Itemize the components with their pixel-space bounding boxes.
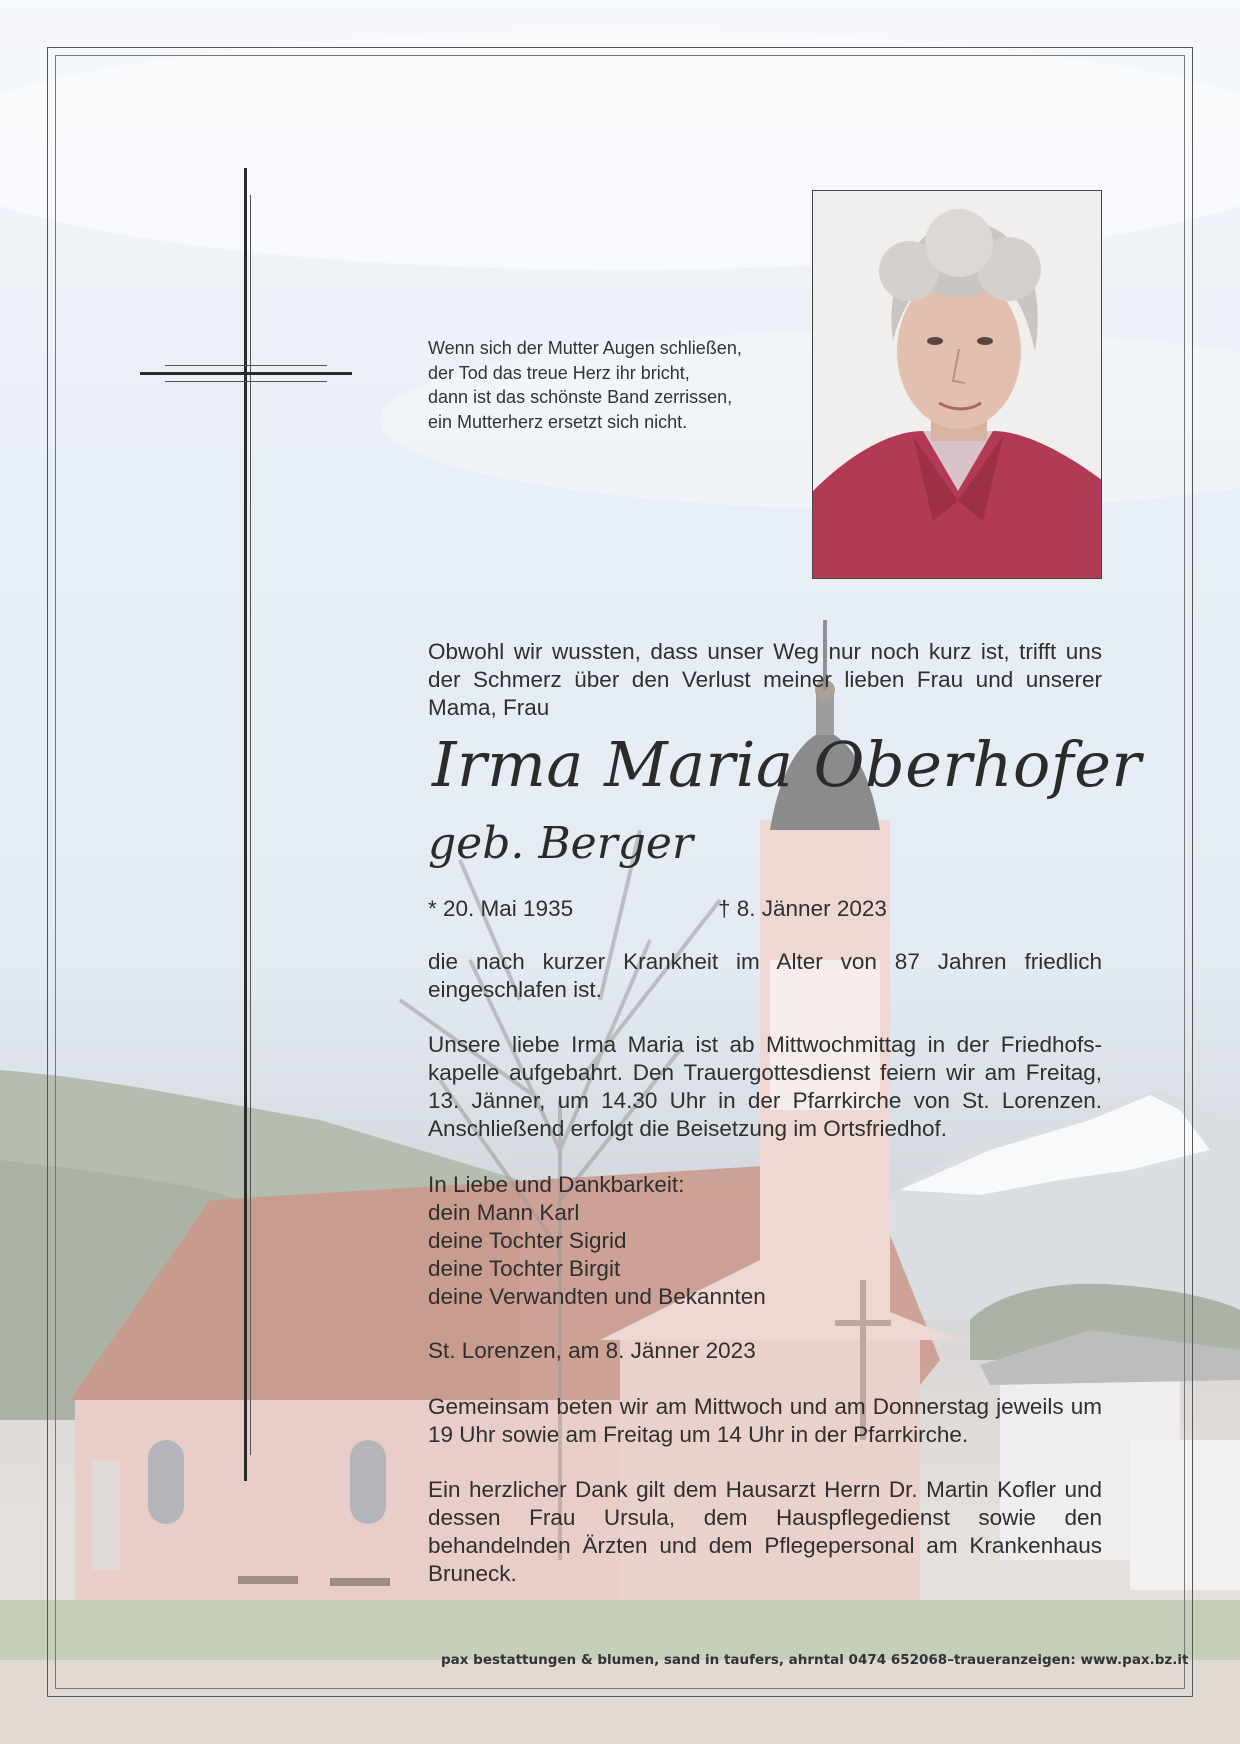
cross-horizontal-line-bottom [165, 381, 327, 382]
footer-imprint: pax bestattungen & blumen, sand in taufers, ahrntal 0474 652068–traueranzeigen: www.pax.bz.it [441, 1652, 1189, 1668]
poem-line: der Tod das treue Herz ihr bricht, [428, 362, 690, 383]
mourner-line: deine Tochter Sigrid [428, 1228, 627, 1253]
cross-vertical-line [250, 195, 251, 1455]
prayer-paragraph: Gemeinsam beten wir am Mittwoch und am Donnerstag jeweils um 19 Uhr sowie am Freitag um 14 Uhr in der Pfarrkirche. [428, 1394, 1102, 1447]
cross-horizontal-line-top [165, 365, 327, 366]
place-date: St. Lorenzen, am 8. Jänner 2023 [428, 1338, 756, 1363]
poem-line: ein Mutterherz ersetzt sich nicht. [428, 411, 688, 432]
poem-line: Wenn sich der Mutter Augen schließen, [428, 338, 742, 358]
thanks-paragraph: Ein herzlicher Dank gilt dem Hausarzt Herrn Dr. Martin Kofler und dessen Frau Ursula, dem Hauspflegedienst sowie den behandelnden Ärzten und dem Pflegepersonal am Krankenhaus Bruneck. [428, 1477, 1102, 1586]
cross-horizontal-bar [140, 372, 352, 375]
death-date: † 8. Jänner 2023 [718, 896, 887, 921]
portrait-photo [812, 190, 1102, 579]
poem-line: dann ist das schönste Band zerrissen, [428, 387, 733, 407]
mourners-list [428, 1171, 1102, 1311]
mourner-line: deine Tochter Birgit [428, 1256, 621, 1281]
birth-date: * 20. Mai 1935 [428, 896, 574, 921]
memorial-poem [428, 336, 788, 434]
mourner-line: dein Mann Karl [428, 1200, 580, 1225]
maiden-name: geb. Berger [428, 818, 693, 869]
deceased-name: Irma Maria Oberhofer [432, 728, 1142, 801]
intro-paragraph: Obwohl wir wussten, dass unser Weg nur noch kurz ist, trifft uns der Schmerz über den Verlust meiner lieben Frau und unserer Mama, Frau [428, 639, 1102, 720]
mourners-heading: In Liebe und Dankbarkeit: [428, 1172, 685, 1197]
funeral-paragraph: Unsere liebe Irma Maria ist ab Mittwochmittag in der Friedhofs-kapelle aufgebahrt. Den Trauergottesdienst feiern wir am Freitag, 13. Jänner, um 14.30 Uhr in der Pfarrkirche von St. Lorenzen. Anschließend erfolgt die Beisetzung im Ortsfriedhof. [428, 1032, 1102, 1141]
mourner-line: deine Verwandten und Bekannten [428, 1284, 766, 1309]
portrait-illustration [813, 191, 1102, 579]
passing-paragraph: die nach kurzer Krankheit im Alter von 87 Jahren friedlich eingeschlafen ist. [428, 949, 1102, 1002]
